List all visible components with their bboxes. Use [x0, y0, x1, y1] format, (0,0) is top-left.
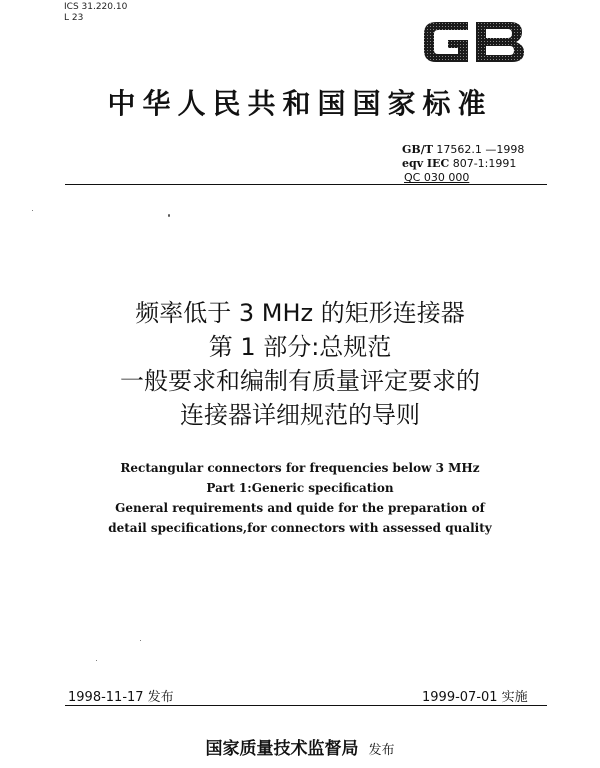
eqv-code-label: eqv IEC — [402, 157, 450, 170]
ccs-class: L 23 — [64, 13, 84, 23]
gb-code-label: GB/T — [402, 143, 433, 156]
standard-name: 中华人民共和国国家标准 — [107, 87, 493, 120]
implementation-date: 1999-07-01 实施 — [422, 690, 528, 705]
gb-code-number: 17562.1 —1998 — [436, 143, 525, 156]
qc-code-number: QC 030 000 — [404, 171, 470, 184]
publisher-action: 发布 — [368, 743, 395, 758]
scan-speck — [168, 214, 170, 217]
ics-code: ICS 31.220.10 — [64, 2, 128, 12]
title-en-line-3: General requirements and quide for the preparation of — [115, 501, 485, 515]
title-chinese — [0, 296, 600, 432]
header-rule — [65, 184, 547, 185]
title-english — [0, 458, 600, 538]
gb-logo — [418, 14, 530, 70]
title-cn-line-4: 连接器详细规范的导则 — [180, 401, 420, 429]
title-cn-line-1: 频率低于 3 MHz 的矩形连接器 — [135, 299, 465, 327]
title-cn-line-3: 一般要求和编制有质量评定要求的 — [120, 367, 480, 395]
title-en-line-4: detail specifications,for connectors with assessed quality — [108, 521, 492, 535]
publisher-name: 国家质量技术监督局 — [205, 739, 359, 759]
issue-date: 1998-11-17 发布 — [68, 690, 174, 705]
title-en-line-1: Rectangular connectors for frequencies below 3 MHz — [120, 461, 480, 475]
ics-classification — [64, 2, 127, 24]
publisher — [0, 734, 600, 759]
title-en-line-2: Part 1:Generic specification — [206, 481, 394, 495]
standard-codes — [402, 143, 524, 185]
title-cn-line-2: 第 1 部分:总规范 — [208, 333, 392, 361]
eqv-code-number: 807-1:1991 — [452, 157, 517, 170]
footer-rule — [65, 705, 547, 706]
gb-code — [402, 143, 524, 157]
scan-speck — [32, 210, 33, 211]
eqv-code — [402, 157, 524, 171]
qc-code — [402, 171, 524, 185]
scan-speck — [96, 660, 97, 661]
scan-speck — [140, 640, 141, 641]
